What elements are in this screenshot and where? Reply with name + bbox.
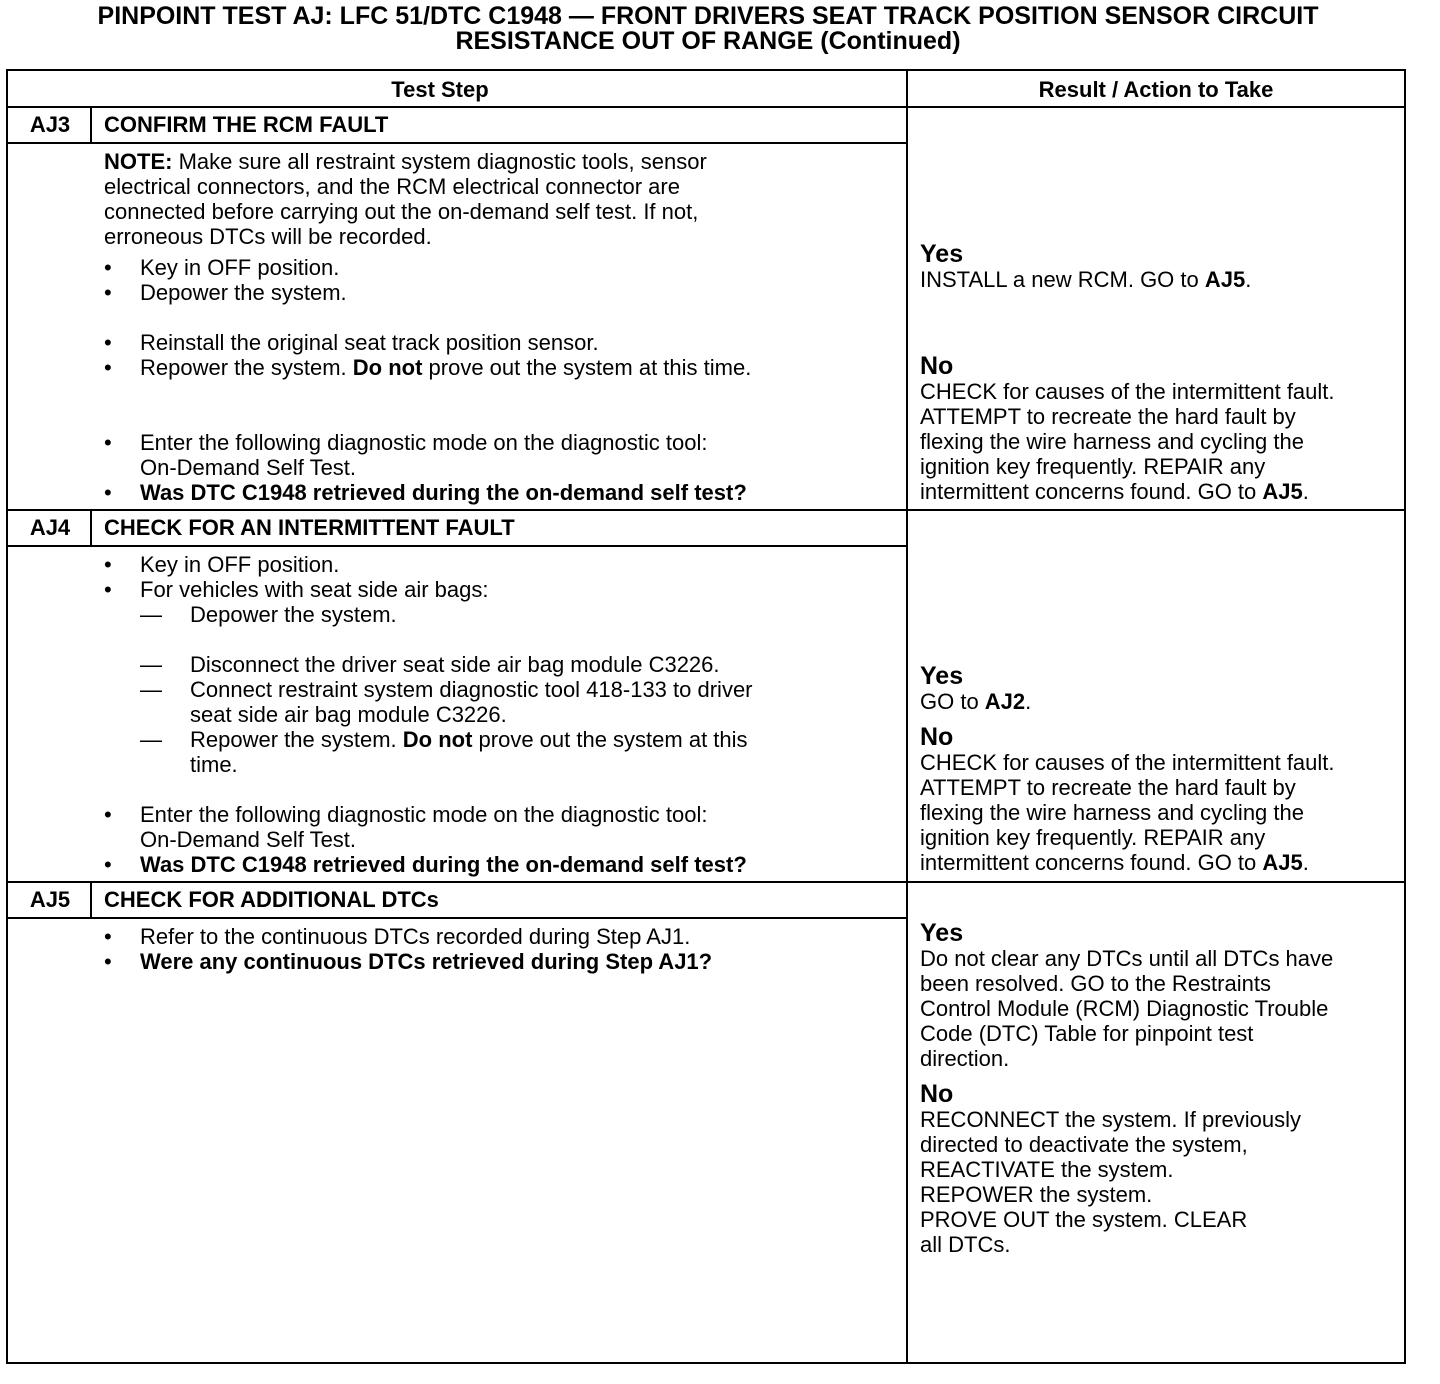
header-test-step: Test Step <box>391 77 489 102</box>
list-item: • Enter the following diagnostic mode on the diagnostic tool: <box>104 802 708 827</box>
list-item: • Enter the following diagnostic mode on the diagnostic tool: <box>104 430 708 455</box>
yes-label: Yes <box>920 662 964 690</box>
pinpoint-test-table <box>6 69 1406 1364</box>
aj5-step-title: CHECK FOR ADDITIONAL DTCs <box>104 887 439 912</box>
list-item: • For vehicles with seat side air bags: <box>104 577 489 602</box>
no-label: No <box>920 723 954 751</box>
aj5-step-body <box>104 924 904 974</box>
note-label: NOTE: <box>104 149 173 174</box>
list-item: • Were any continuous DTCs retrieved during Step AJ1? <box>104 949 713 974</box>
list-item: • Was DTC C1948 retrieved during the on-demand self test? <box>104 480 747 505</box>
aj3-step-title: CONFIRM THE RCM FAULT <box>104 112 389 137</box>
list-item: • Reinstall the original seat track position sensor. <box>104 330 599 355</box>
header-result: Result / Action to Take <box>1038 77 1274 102</box>
list-item: • Key in OFF position. <box>104 552 340 577</box>
title-line-2: RESISTANCE OUT OF RANGE (Continued) <box>455 27 961 55</box>
list-item: — Repower the system. Do not prove out the system at this <box>140 727 748 752</box>
aj4-title-divider <box>8 545 906 547</box>
aj3-step-id: AJ3 <box>29 112 71 137</box>
aj3-note: NOTE: Make sure all restraint system diagnostic tools, sensor electrical connectors, and the RCM electrical connector are connected before carrying out the on-demand self test. If not, erroneous DTCs will be recorded. <box>104 149 707 249</box>
no-label: No <box>920 1080 954 1108</box>
list-item: • Refer to the continuous DTCs recorded during Step AJ1. <box>104 924 691 949</box>
list-item: • Key in OFF position. <box>104 255 340 280</box>
list-item: — Connect restraint system diagnostic tool 418-133 to driver <box>140 677 753 702</box>
column-divider <box>906 71 908 1362</box>
aj5-title-divider <box>8 917 906 919</box>
aj4-step-title: CHECK FOR AN INTERMITTENT FAULT <box>104 515 515 540</box>
aj4-step-id: AJ4 <box>29 515 71 540</box>
list-item: — Disconnect the driver seat side air bag module C3226. <box>140 652 720 677</box>
aj5-result: Yes Do not clear any DTCs until all DTCs have been resolved. GO to the Restraints Control Module (RCM) Diagnostic Trouble Code (DTC) Table for pinpoint test direction. No RECONNECT the system. If previously directed to deactivate the system, REACTIVATE the system. REPOWER the system. PROVE OUT the system. CLEAR all DTCs. <box>920 920 1408 1257</box>
no-label: No <box>920 352 954 380</box>
list-item: • Repower the system. Do not prove out the system at this time. <box>104 355 752 380</box>
yes-label: Yes <box>920 240 964 268</box>
aj3-title-divider <box>8 142 906 144</box>
aj5-step-id: AJ5 <box>29 887 71 912</box>
title-line-1: PINPOINT TEST AJ: LFC 51/DTC C1948 — FRONT DRIVERS SEAT TRACK POSITION SENSOR CIRCUIT <box>97 2 1319 30</box>
aj3-result: Yes INSTALL a new RCM. GO to AJ5. No CHECK for causes of the intermittent fault. ATTEMPT to recreate the hard fault by flexing the wire harness and cycling the ignition key frequently. REPAIR any intermittent concerns found. GO to AJ5. <box>920 241 1408 504</box>
yes-label: Yes <box>920 919 964 947</box>
aj3-step-body: NOTE: Make sure all restraint system diagnostic tools, sensor electrical connectors, and the RCM electrical connector are connected before carrying out the on-demand self test. If not, erroneous DTCs will be recorded. • Key in OFF position. • Depower the system. • Reinstall the original seat track position sensor. • Repower the system. Do not prove out the system at this time. • Enter the following diagnostic mode on the diagnostic tool: On-Demand Self Test. • Was DTC C1948 retrieved during the on-demand self test? <box>104 149 904 505</box>
aj4-result: Yes GO to AJ2. No CHECK for causes of the intermittent fault. ATTEMPT to recreate the hard fault by flexing the wire harness and cycling the ignition key frequently. REPAIR any intermittent concerns found. GO to AJ5. <box>920 663 1408 875</box>
list-item: • Depower the system. <box>104 280 347 305</box>
aj4-step-body: • Key in OFF position. • For vehicles with seat side air bags: — Depower the system. — Disconnect the driver seat side air bag module C3226. — Connect restraint system diagnostic tool 418-133 to driver seat side air bag module C3226. — Repower the system. Do not prove out the system at this time. • Enter the following diagnostic mode on the diagnostic tool: On-Demand Self Test. • Was DTC C1948 retrieved during the on-demand self test? <box>104 552 904 877</box>
page-title <box>0 4 1416 54</box>
list-item: — Depower the system. <box>140 602 397 627</box>
list-item: • Was DTC C1948 retrieved during the on-demand self test? <box>104 852 747 877</box>
